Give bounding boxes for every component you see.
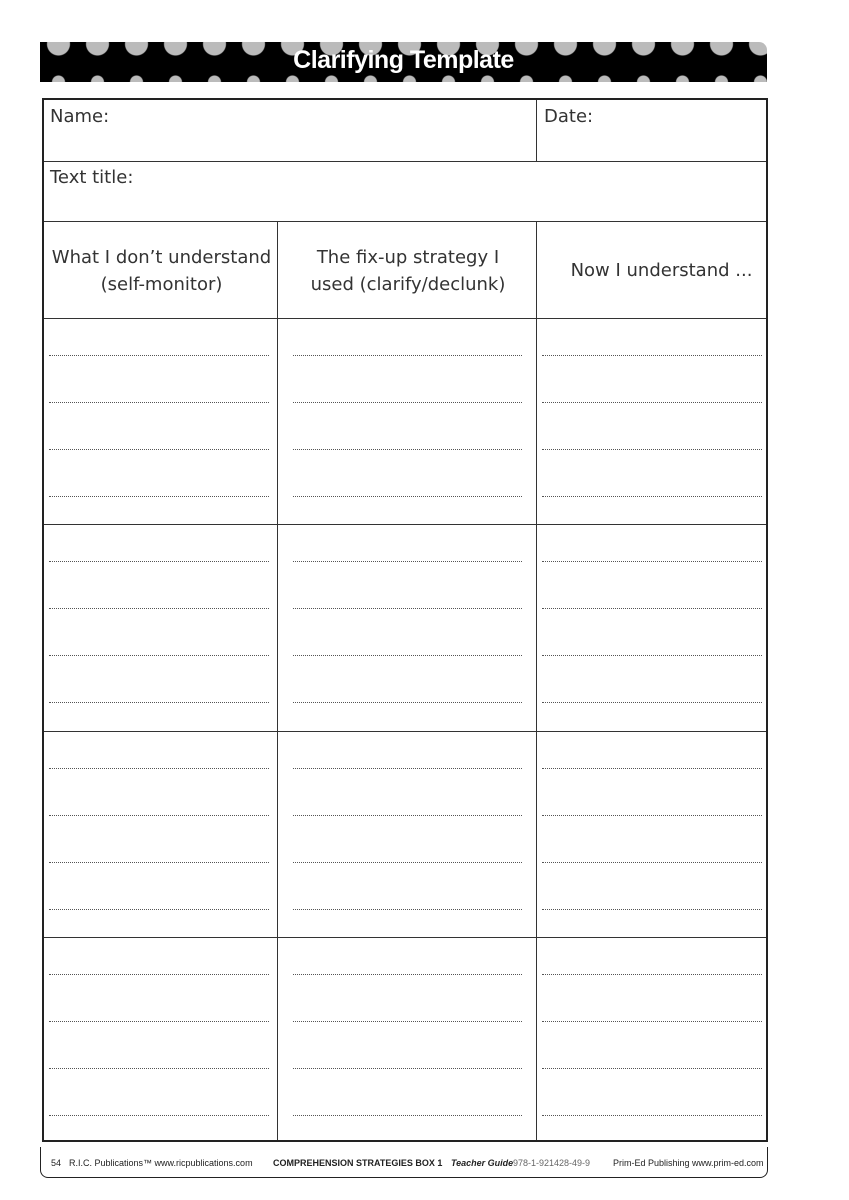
writing-line[interactable] xyxy=(293,702,522,703)
writing-line[interactable] xyxy=(293,561,522,562)
writing-line[interactable] xyxy=(293,1115,522,1116)
writing-line[interactable] xyxy=(542,655,762,656)
isbn-text: 978-1-921428-49-9 xyxy=(513,1158,591,1168)
writing-line[interactable] xyxy=(49,974,269,975)
writing-line[interactable] xyxy=(293,655,522,656)
writing-line[interactable] xyxy=(49,1115,269,1116)
writing-line[interactable] xyxy=(49,608,269,609)
publisher-text: R.I.C. Publications™ www.ricpublications.com xyxy=(69,1158,253,1168)
writing-line[interactable] xyxy=(542,1021,762,1022)
series-text: COMPREHENSION STRATEGIES BOX 1 xyxy=(273,1158,443,1168)
writing-line[interactable] xyxy=(542,862,762,863)
writing-line[interactable] xyxy=(293,608,522,609)
writing-line[interactable] xyxy=(542,1115,762,1116)
footer xyxy=(40,1147,768,1178)
writing-line[interactable] xyxy=(49,655,269,656)
writing-line[interactable] xyxy=(293,1068,522,1069)
writing-line[interactable] xyxy=(49,768,269,769)
page-title: Clarifying Template xyxy=(293,46,514,74)
row-divider xyxy=(44,937,766,938)
row-divider xyxy=(44,731,766,732)
column-header-self-monitor: What I don’t understand (self-monitor) xyxy=(51,246,272,295)
writing-line[interactable] xyxy=(49,449,269,450)
column-header-now-understand: Now I understand ... xyxy=(570,260,753,281)
writing-line[interactable] xyxy=(542,702,762,703)
writing-line[interactable] xyxy=(49,496,269,497)
writing-line[interactable] xyxy=(293,862,522,863)
writing-line[interactable] xyxy=(293,496,522,497)
writing-line[interactable] xyxy=(542,449,762,450)
column-header-fix-up: The fix-up strategy I used (clarify/declunk) xyxy=(310,246,506,295)
title-banner xyxy=(40,42,767,82)
writing-line[interactable] xyxy=(542,496,762,497)
writing-line[interactable] xyxy=(49,355,269,356)
writing-line[interactable] xyxy=(542,608,762,609)
writing-line[interactable] xyxy=(49,862,269,863)
writing-line[interactable] xyxy=(542,909,762,910)
guide-text: Teacher Guide xyxy=(451,1158,514,1168)
writing-line[interactable] xyxy=(49,1068,269,1069)
writing-line[interactable] xyxy=(293,449,522,450)
divider xyxy=(277,221,278,1140)
writing-line[interactable] xyxy=(49,909,269,910)
date-label: Date: xyxy=(544,106,594,127)
writing-line[interactable] xyxy=(542,402,762,403)
writing-line[interactable] xyxy=(542,768,762,769)
name-label: Name: xyxy=(50,106,110,127)
publisher2-text: Prim-Ed Publishing www.prim-ed.com xyxy=(613,1158,764,1168)
writing-line[interactable] xyxy=(49,402,269,403)
row-divider xyxy=(44,524,766,525)
writing-line[interactable] xyxy=(542,974,762,975)
divider xyxy=(536,221,537,1140)
writing-line[interactable] xyxy=(293,815,522,816)
text-title-label: Text title: xyxy=(50,167,134,188)
divider xyxy=(536,100,537,161)
writing-line[interactable] xyxy=(293,402,522,403)
writing-line[interactable] xyxy=(293,974,522,975)
writing-line[interactable] xyxy=(293,355,522,356)
writing-line[interactable] xyxy=(542,1068,762,1069)
divider xyxy=(44,161,766,162)
worksheet-table xyxy=(42,98,768,1142)
writing-line[interactable] xyxy=(49,1021,269,1022)
writing-line[interactable] xyxy=(49,702,269,703)
writing-line[interactable] xyxy=(542,355,762,356)
writing-line[interactable] xyxy=(542,815,762,816)
page-number: 54 xyxy=(51,1158,62,1168)
writing-line[interactable] xyxy=(49,561,269,562)
writing-line[interactable] xyxy=(293,1021,522,1022)
writing-line[interactable] xyxy=(293,909,522,910)
writing-line[interactable] xyxy=(542,561,762,562)
writing-line[interactable] xyxy=(293,768,522,769)
divider xyxy=(44,318,766,319)
writing-line[interactable] xyxy=(49,815,269,816)
